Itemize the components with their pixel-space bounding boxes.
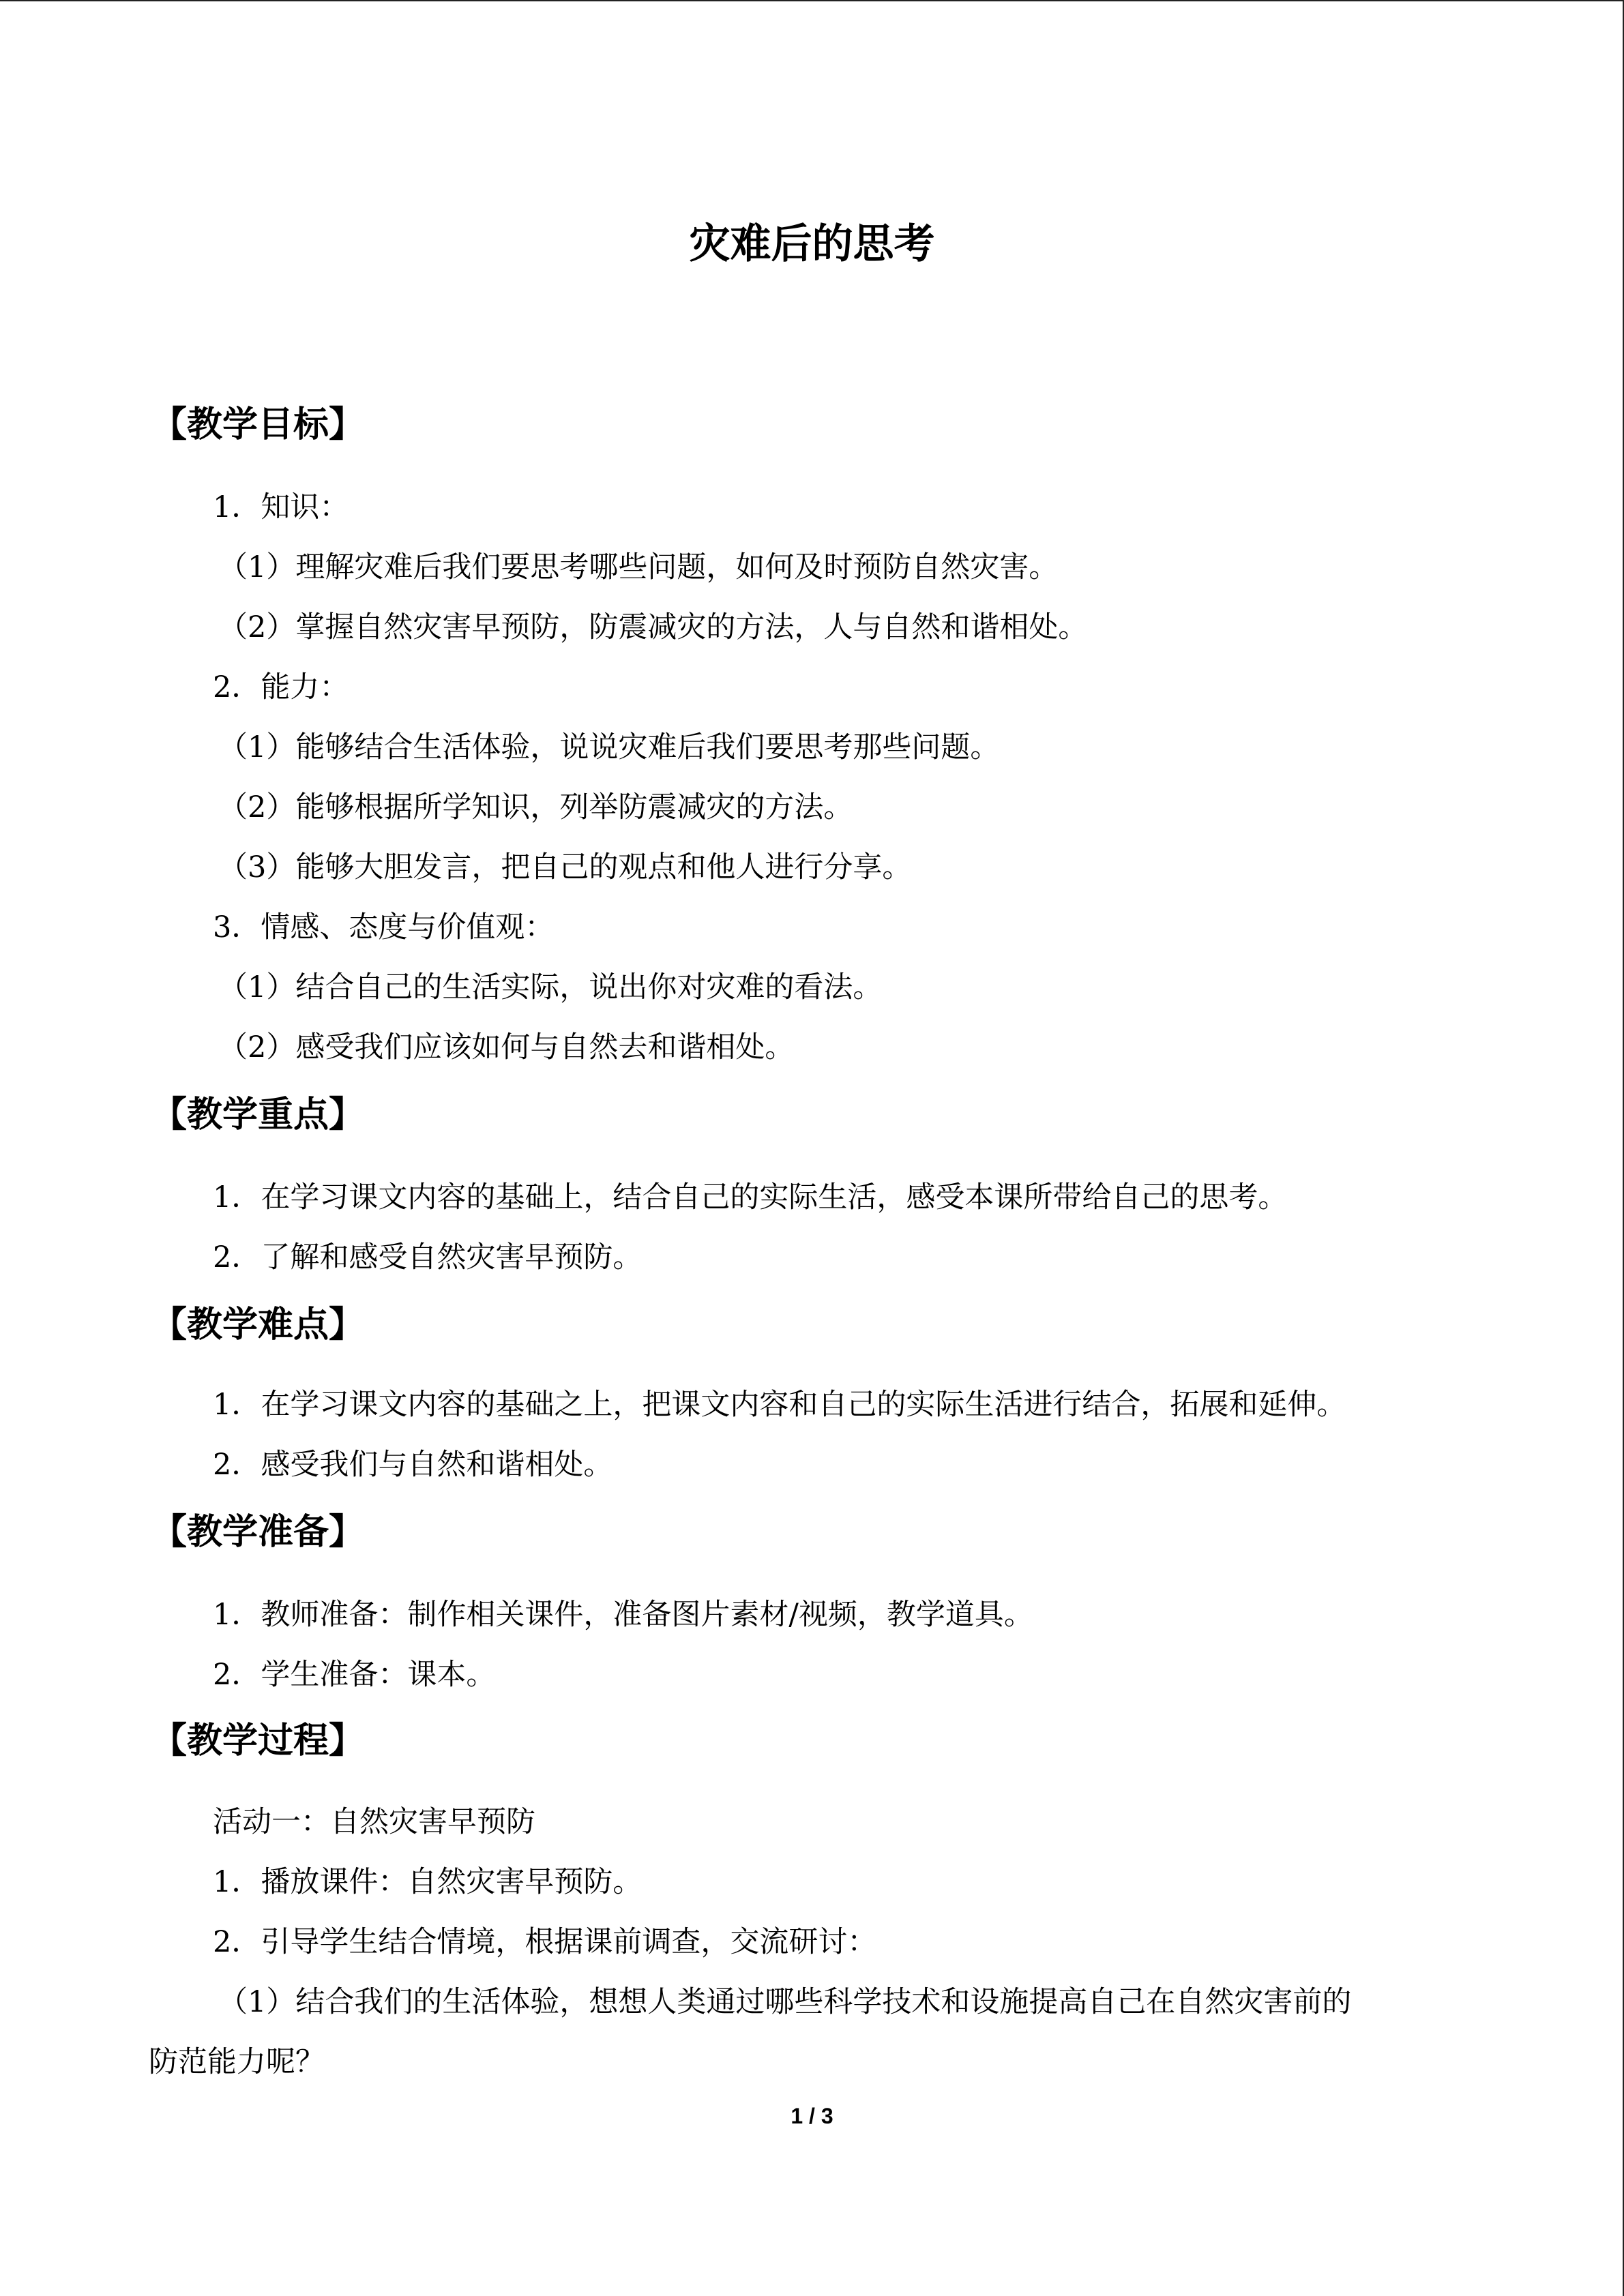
difficult-point-2: 2．感受我们与自然和谐相处。 [213,1448,613,1482]
goal-ability: 2．能力： [213,670,349,704]
process-step-2: 2．引导学生结合情境，根据课前调查，交流研讨： [213,1925,877,1959]
key-point-1: 1．在学习课文内容的基础上，结合自己的实际生活，感受本课所带给自己的思考。 [213,1180,1288,1214]
process-question-1-line1: （1）结合我们的生活体验，想想人类通过哪些科学技术和设施提高自己在自然灾害前的 [218,1985,1352,2019]
process-step-1: 1．播放课件：自然灾害早预防。 [213,1865,643,1899]
difficult-point-1: 1．在学习课文内容的基础之上，把课文内容和自己的实际生活进行结合，拓展和延伸。 [213,1388,1346,1422]
heading-key-points: 【教学重点】 [151,1094,365,1135]
process-activity-1: 活动一：自然灾害早预防 [213,1805,535,1839]
goal-emotion: 3．情感、态度与价值观： [213,910,555,944]
heading-difficult-points: 【教学难点】 [151,1304,365,1345]
goal-ability-3: （3）能够大胆发言，把自己的观点和他人进行分享。 [218,850,912,884]
heading-preparation: 【教学准备】 [151,1512,365,1553]
goal-ability-2: （2）能够根据所学知识，列举防震减灾的方法。 [218,790,853,824]
goal-emotion-2: （2）感受我们应该如何与自然去和谐相处。 [218,1030,795,1064]
key-point-2: 2．了解和感受自然灾害早预防。 [213,1240,643,1274]
prep-student: 2．学生准备：课本。 [213,1658,496,1692]
process-question-1-line2: 防范能力呢？ [149,2045,325,2079]
heading-teaching-goals: 【教学目标】 [151,404,365,445]
goal-knowledge-2: （2）掌握自然灾害早预防，防震减灾的方法，人与自然和谐相处。 [218,610,1088,644]
heading-process: 【教学过程】 [151,1720,365,1761]
page-number: 1 / 3 [791,2104,833,2128]
goal-knowledge: 1．知识： [213,490,349,524]
document-title: 灾难后的思考 [689,220,935,268]
prep-teacher: 1．教师准备：制作相关课件，准备图片素材/视频，教学道具。 [213,1598,1033,1632]
goal-emotion-1: （1）结合自己的生活实际，说出你对灾难的看法。 [218,970,883,1004]
goal-knowledge-1: （1）理解灾难后我们要思考哪些问题，如何及时预防自然灾害。 [218,550,1059,584]
goal-ability-1: （1）能够结合生活体验，说说灾难后我们要思考那些问题。 [218,730,1000,764]
